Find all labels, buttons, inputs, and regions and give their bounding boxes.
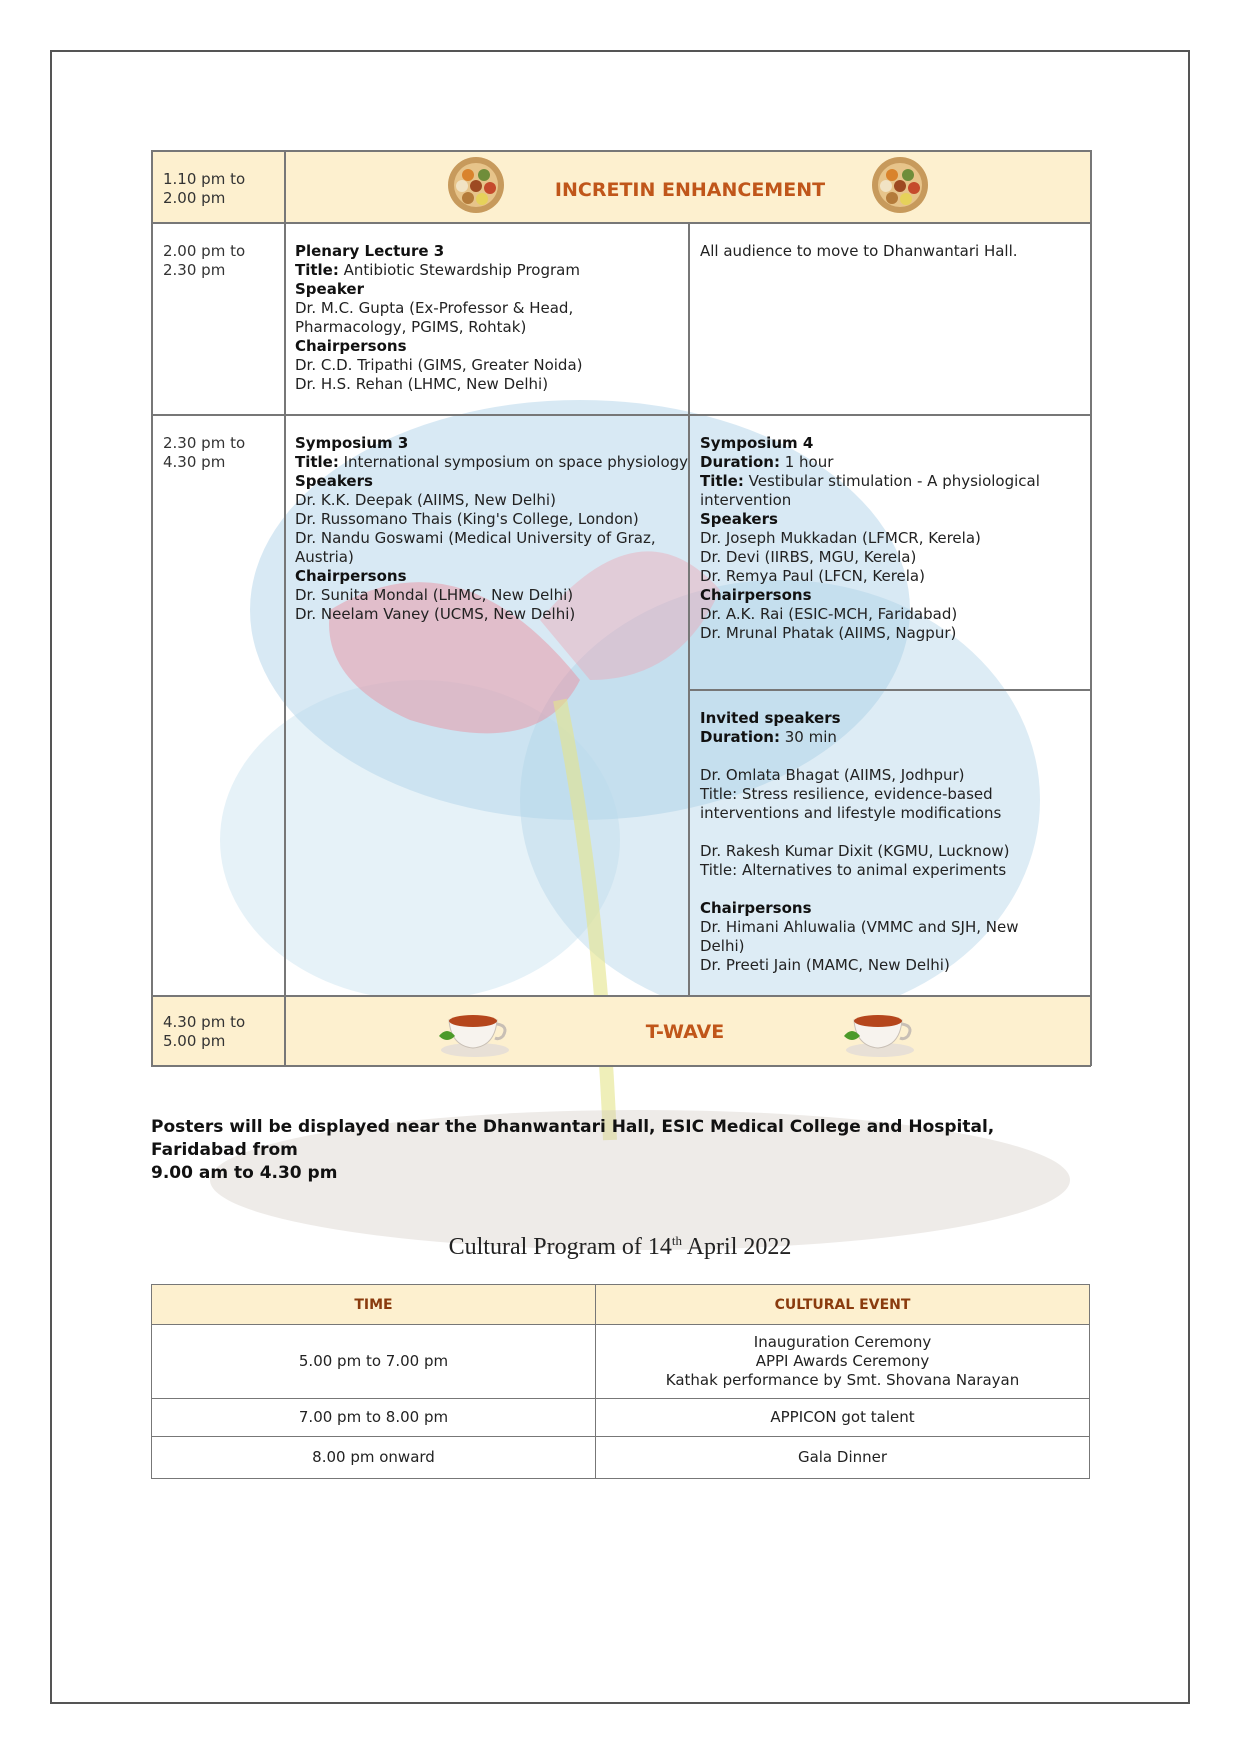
table-header-row bbox=[152, 1285, 1090, 1325]
event-cell bbox=[596, 1399, 1090, 1437]
time-line: 4.30 pm to bbox=[163, 1013, 246, 1031]
event-line: Gala Dinner bbox=[797, 1448, 888, 1466]
chair-line: Dr. Neelam Vaney (UCMS, New Delhi) bbox=[295, 605, 576, 623]
table-rule bbox=[151, 150, 153, 1066]
food-platter-icon bbox=[870, 155, 930, 219]
speaker-line: Austria) bbox=[295, 548, 354, 566]
banner-title-twave: T-WAVE bbox=[645, 1021, 725, 1043]
chair-line: Dr. Himani Ahluwalia (VMMC and SJH, New bbox=[700, 918, 1019, 936]
chair-label: Chairpersons bbox=[700, 586, 812, 604]
event-line: APPI Awards Ceremony bbox=[755, 1352, 930, 1370]
talk-line: Dr. Omlata Bhagat (AIIMS, Jodhpur) bbox=[700, 766, 965, 784]
time-cell-1 bbox=[163, 170, 245, 208]
speaker-line: Dr. Nandu Goswami (Medical University of Graz, bbox=[295, 529, 656, 547]
time-line: 2.00 pm bbox=[163, 189, 226, 207]
duration-label: Duration: bbox=[700, 453, 780, 471]
speaker-line: Dr. K.K. Deepak (AIIMS, New Delhi) bbox=[295, 491, 556, 509]
plenary-lecture-cell bbox=[295, 242, 685, 394]
title-part: Cultural Program of 14 bbox=[448, 1234, 672, 1260]
table-rule bbox=[284, 150, 286, 1066]
event-cell bbox=[596, 1437, 1090, 1479]
column-header-time: TIME bbox=[152, 1285, 596, 1325]
chair-label: Chairpersons bbox=[700, 899, 812, 917]
table-rule bbox=[151, 222, 1091, 224]
speaker-line: Dr. Joseph Mukkadan (LFMCR, Kerela) bbox=[700, 529, 981, 547]
speakers-label: Speakers bbox=[700, 510, 778, 528]
session-title bbox=[295, 261, 685, 280]
duration-value: 1 hour bbox=[779, 453, 834, 471]
session-title bbox=[295, 453, 690, 472]
time-line: 5.00 pm bbox=[163, 1032, 226, 1050]
session-duration bbox=[700, 453, 1085, 472]
time-line: 2.00 pm to bbox=[163, 242, 246, 260]
talk-line: Dr. Rakesh Kumar Dixit (KGMU, Lucknow) bbox=[700, 842, 1010, 860]
cultural-title bbox=[150, 1233, 1090, 1261]
chair-line: Dr. C.D. Tripathi (GIMS, Greater Noida) bbox=[295, 356, 583, 374]
table-rule bbox=[151, 150, 1091, 152]
title-label: Title: bbox=[700, 472, 744, 490]
title-value: International symposium on space physiology bbox=[338, 453, 689, 471]
event-cell bbox=[596, 1325, 1090, 1399]
speaker-line: Dr. Russomano Thais (King's College, London) bbox=[295, 510, 639, 528]
chair-line: Dr. Preeti Jain (MAMC, New Delhi) bbox=[700, 956, 950, 974]
table-rule bbox=[151, 1065, 1091, 1067]
chair-line: Dr. Mrunal Phatak (AIIMS, Nagpur) bbox=[700, 624, 957, 642]
session-title bbox=[700, 472, 1085, 491]
chair-label: Chairpersons bbox=[295, 567, 407, 585]
time-line: 2.30 pm bbox=[163, 261, 226, 279]
table-rule bbox=[688, 689, 1091, 691]
chair-line: Delhi) bbox=[700, 937, 745, 955]
table-row bbox=[152, 1399, 1090, 1437]
posters-line: 9.00 am to 4.30 pm bbox=[151, 1163, 338, 1183]
time-cell: 5.00 pm to 7.00 pm bbox=[152, 1325, 596, 1399]
spacer bbox=[700, 823, 1085, 842]
banner-title-incretin: INCRETIN ENHANCEMENT bbox=[554, 179, 826, 201]
symposium-3-cell bbox=[295, 434, 690, 624]
speaker-line: Pharmacology, PGIMS, Rohtak) bbox=[295, 318, 527, 336]
speaker-line: Dr. M.C. Gupta (Ex-Professor & Head, bbox=[295, 299, 574, 317]
time-cell-4 bbox=[163, 1013, 245, 1051]
chair-label: Chairpersons bbox=[295, 337, 407, 355]
invited-speakers-cell bbox=[700, 709, 1085, 975]
cultural-table bbox=[151, 1284, 1090, 1479]
speakers-label: Speakers bbox=[295, 472, 373, 490]
spacer bbox=[700, 880, 1085, 899]
food-platter-icon bbox=[446, 155, 506, 219]
talk-line: interventions and lifestyle modifications bbox=[700, 804, 1002, 822]
tea-cup-icon bbox=[838, 1000, 918, 1064]
column-header-event: CULTURAL EVENT bbox=[596, 1285, 1090, 1325]
time-cell: 7.00 pm to 8.00 pm bbox=[152, 1399, 596, 1437]
table-rule bbox=[1090, 150, 1092, 1066]
session-duration bbox=[700, 728, 1085, 747]
title-superscript: th bbox=[671, 1233, 683, 1248]
duration-label: Duration: bbox=[700, 728, 780, 746]
speaker-label: Speaker bbox=[295, 280, 364, 298]
spacer bbox=[700, 747, 1085, 766]
symposium-4-cell bbox=[700, 434, 1085, 643]
event-line: Inauguration Ceremony bbox=[753, 1333, 932, 1351]
time-cell-3 bbox=[163, 434, 245, 472]
session-heading: Invited speakers bbox=[700, 709, 841, 727]
title-value: Antibiotic Stewardship Program bbox=[338, 261, 580, 279]
event-line: APPICON got talent bbox=[770, 1408, 915, 1426]
time-cell-2 bbox=[163, 242, 245, 280]
talk-line: Title: Alternatives to animal experiments bbox=[700, 861, 1007, 879]
chair-line: Dr. Sunita Mondal (LHMC, New Delhi) bbox=[295, 586, 574, 604]
table-rule bbox=[151, 995, 1091, 997]
time-line: 1.10 pm to bbox=[163, 170, 246, 188]
posters-line: Posters will be displayed near the Dhanwantari Hall, ESIC Medical College and Hospital, Faridabad from bbox=[151, 1117, 995, 1160]
table-rule bbox=[151, 414, 1091, 416]
title-label: Title: bbox=[295, 261, 339, 279]
chair-line: Dr. H.S. Rehan (LHMC, New Delhi) bbox=[295, 375, 549, 393]
session-heading: Plenary Lecture 3 bbox=[295, 242, 445, 260]
audience-note: All audience to move to Dhanwantari Hall. bbox=[700, 242, 1018, 260]
session-heading: Symposium 3 bbox=[295, 434, 409, 452]
time-cell: 8.00 pm onward bbox=[152, 1437, 596, 1479]
title-part: April 2022 bbox=[682, 1234, 792, 1260]
duration-value: 30 min bbox=[779, 728, 837, 746]
title-label: Title: bbox=[295, 453, 339, 471]
chair-line: Dr. A.K. Rai (ESIC-MCH, Faridabad) bbox=[700, 605, 958, 623]
table-rule bbox=[688, 222, 690, 995]
title-value: Vestibular stimulation - A physiological bbox=[743, 472, 1040, 490]
speaker-line: Dr. Remya Paul (LFCN, Kerela) bbox=[700, 567, 925, 585]
time-line: 2.30 pm to bbox=[163, 434, 246, 452]
time-line: 4.30 pm bbox=[163, 453, 226, 471]
session-heading: Symposium 4 bbox=[700, 434, 814, 452]
event-line: Kathak performance by Smt. Shovana Narayan bbox=[665, 1371, 1020, 1389]
talk-line: Title: Stress resilience, evidence-based bbox=[700, 785, 993, 803]
tea-cup-icon bbox=[433, 1000, 513, 1064]
title-continued: intervention bbox=[700, 491, 792, 509]
table-row bbox=[152, 1325, 1090, 1399]
table-row bbox=[152, 1437, 1090, 1479]
posters-note bbox=[151, 1116, 1091, 1185]
speaker-line: Dr. Devi (IIRBS, MGU, Kerela) bbox=[700, 548, 917, 566]
